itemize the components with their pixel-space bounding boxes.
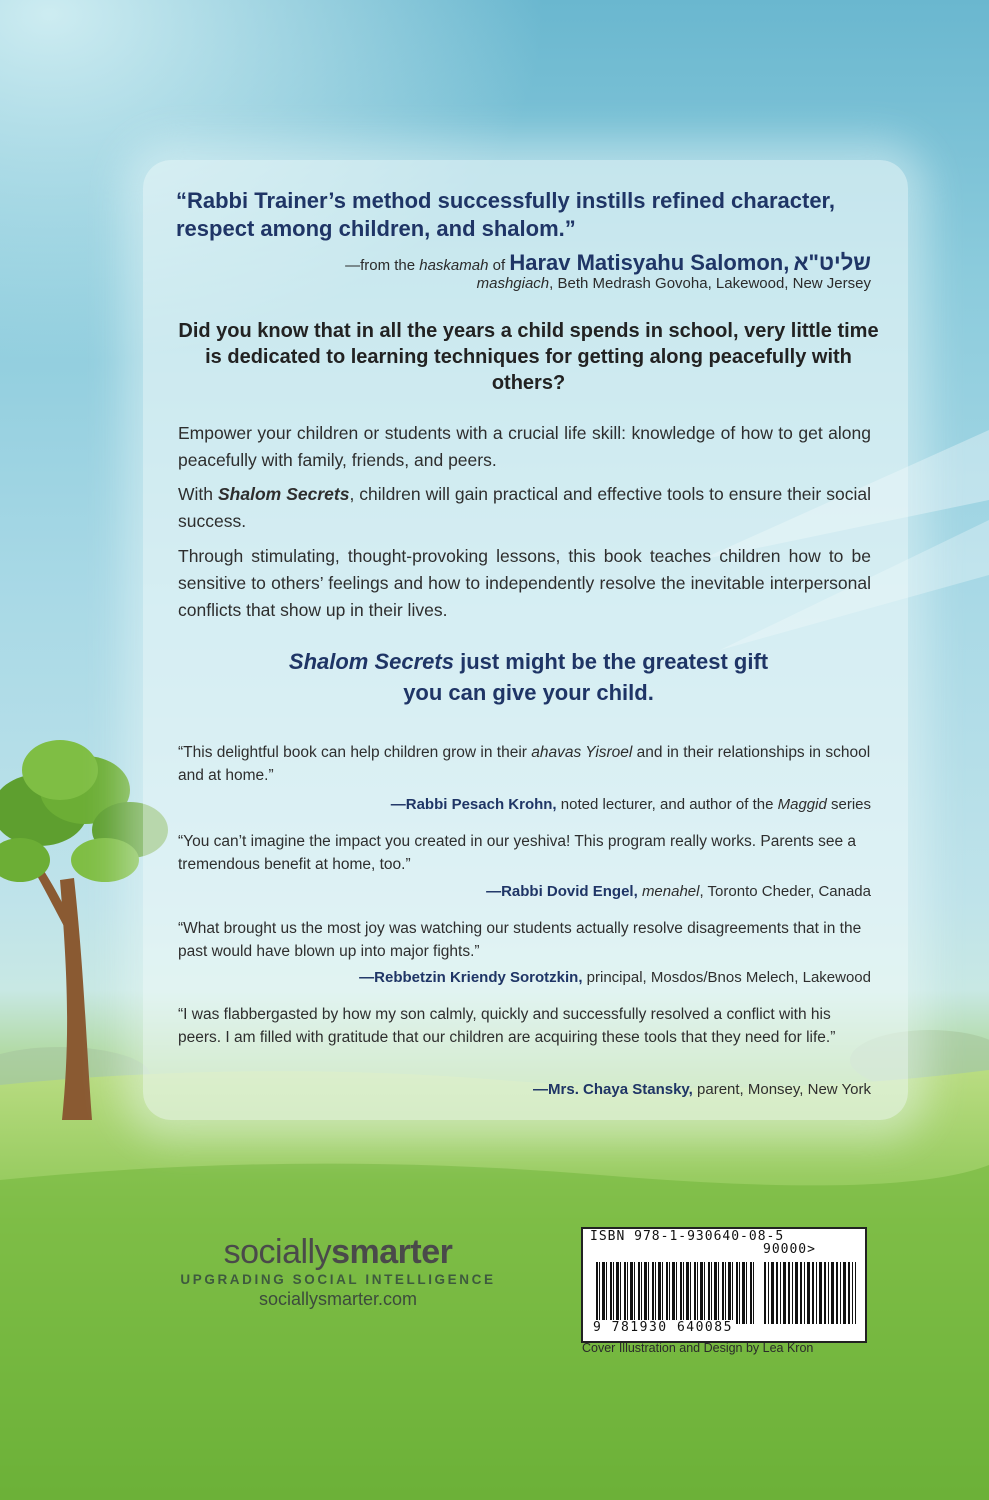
publisher-url: sociallysmarter.com (258, 1289, 418, 1309)
review-1-italic: ahavas Yisroel (531, 744, 633, 761)
review-3-text: “What brought us the most joy was watching our students actually resolve disagreements that in the past would have blown up into major fights.” (178, 920, 862, 960)
review-1-role-italic: Maggid (777, 796, 827, 813)
publisher-name (168, 1232, 508, 1272)
attribution-name: Harav Matisyahu Salomon, (509, 250, 790, 275)
publisher-tagline: UPGRADING SOCIAL INTELLIGENCE (180, 1272, 496, 1287)
design-credit: Cover Illustration and Design by Lea Kron (582, 1341, 814, 1355)
review-1-role-a: noted lecturer, and author of the (556, 796, 778, 813)
paragraph-3: Through stimulating, thought-provoking lessons, this book teaches children how to be sensitive to others’ feelings and how to independently resolve the inevitable interpersonal conflicts that show up in their lives. (178, 546, 871, 620)
attribution-of: of (488, 257, 510, 274)
isbn-text: ISBN 978-1-930640-08-5 (590, 1229, 785, 1244)
review-4-role: parent, Monsey, New York (692, 1081, 871, 1098)
paragraph-2 (178, 481, 871, 535)
review-1-text-b: and in their relationships in school and at home.” (178, 744, 871, 784)
p2-title: Shalom Secrets (218, 484, 350, 504)
review-1-attribution (391, 796, 871, 813)
gift-line1: just might be the greatest gift (453, 649, 769, 674)
haskamah-quote: “Rabbi Trainer’s method successfully instills refined character, respect among children, and shalom.” (176, 188, 836, 241)
review-1-text (178, 741, 871, 787)
haskamah-attribution (345, 252, 871, 277)
review-1-role-b: series (826, 796, 871, 813)
gift-title: Shalom Secrets (288, 649, 454, 674)
gift-heading (176, 646, 881, 708)
review-4-attribution (533, 1081, 871, 1098)
review-4-name: —Mrs. Chaya Stansky, (533, 1081, 693, 1098)
attribution-hebrew: שליט"א (793, 250, 871, 275)
review-3-name: —Rebbetzin Kriendy Sorotzkin, (359, 969, 583, 986)
publisher-name-part2: smarter (331, 1233, 453, 1271)
role-italic: mashgiach (476, 275, 550, 292)
ean-number: 9 781930 640085 (590, 1320, 736, 1335)
price-code: 90000> (763, 1242, 816, 1257)
p2-prefix: With (178, 484, 218, 504)
review-3-attribution (359, 969, 871, 986)
review-2-text: “You can’t imagine the impact you created in our yeshiva! This program really works. Parents see a tremendous benefit at home, too.” (178, 833, 857, 873)
attribution-haskamah: haskamah (419, 257, 489, 274)
review-2-name: —Rabbi Dovid Engel, (486, 883, 638, 900)
publisher-name-part1: socially (223, 1233, 332, 1271)
barcode-bars (596, 1262, 756, 1324)
haskamah-role (477, 275, 871, 292)
review-1-name: —Rabbi Pesach Krohn, (390, 796, 557, 813)
paragraph-1: Empower your children or students with a crucial life skill: knowledge of how to get along peacefully with family, friends, and peers. (178, 423, 871, 470)
review-2-role-italic: menahel (641, 883, 700, 900)
review-2-attribution (486, 883, 871, 900)
gift-line2: you can give your child. (403, 680, 654, 705)
review-4-text: “I was flabbergasted by how my son calmly, quickly and successfully resolved a conflict with his peers. I am filled with gratitude that our children are acquiring these tools that they need for life.” (178, 1006, 836, 1046)
barcode-addon-bars (764, 1262, 856, 1324)
review-3-role: principal, Mosdos/Bnos Melech, Lakewood (582, 969, 871, 986)
p2-rest: , children will gain practical and effective tools to ensure their social success. (178, 484, 871, 531)
review-1-text-a: “This delightful book can help children grow in their (178, 744, 532, 761)
publisher-logo (168, 1232, 508, 1310)
attribution-prefix: —from the (345, 257, 420, 274)
intro-question: Did you know that in all the years a child spends in school, very little time is dedicated to learning techniques for getting along peacefully with others? (178, 320, 879, 394)
review-2-role-b: , Toronto Cheder, Canada (699, 883, 871, 900)
role-text: , Beth Medrash Govoha, Lakewood, New Jersey (549, 275, 871, 292)
